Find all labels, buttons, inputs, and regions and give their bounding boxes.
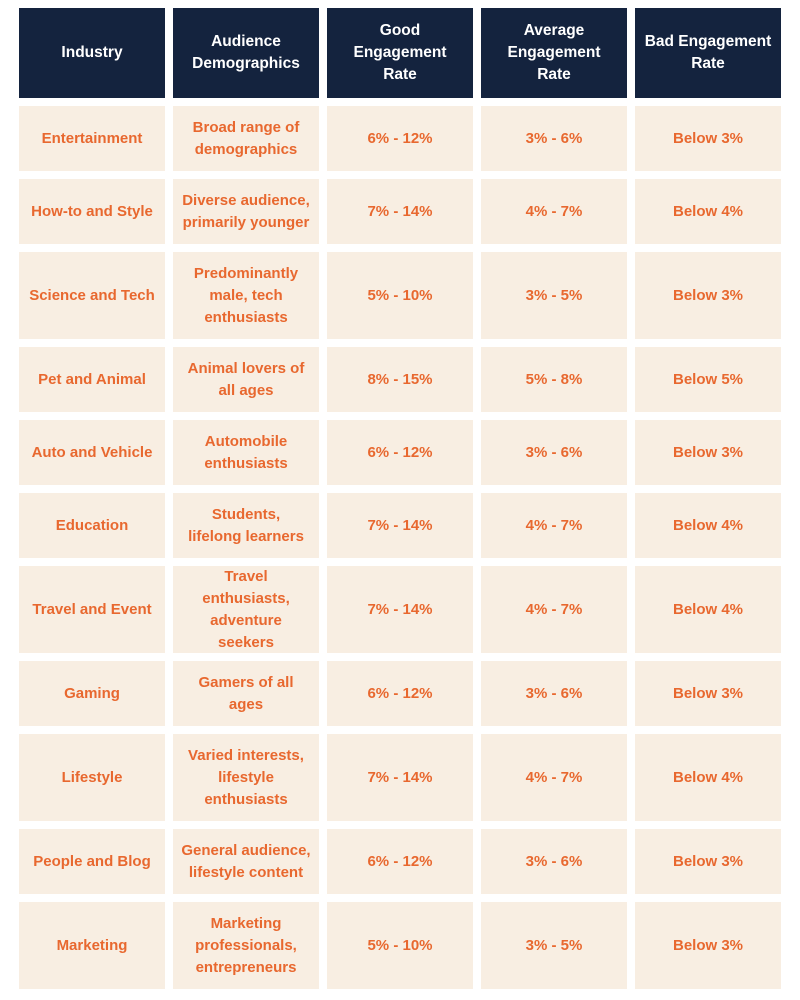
table-row (19, 566, 781, 653)
cell-industry: Pet and Animal (19, 347, 165, 412)
cell-audience: General audience, lifestyle content (173, 829, 319, 894)
cell-average-rate: 4% - 7% (481, 566, 627, 653)
cell-bad-rate: Below 3% (635, 661, 781, 726)
table-row (19, 734, 781, 821)
cell-average-rate: 3% - 6% (481, 661, 627, 726)
header-bad-engagement-rate: Bad Engagement Rate (635, 8, 781, 98)
cell-bad-rate: Below 3% (635, 106, 781, 171)
cell-audience: Diverse audience, primarily younger (173, 179, 319, 244)
cell-good-rate: 7% - 14% (327, 734, 473, 821)
cell-bad-rate: Below 3% (635, 902, 781, 989)
cell-good-rate: 7% - 14% (327, 493, 473, 558)
cell-average-rate: 4% - 7% (481, 734, 627, 821)
cell-good-rate: 5% - 10% (327, 902, 473, 989)
table-row (19, 420, 781, 485)
cell-good-rate: 5% - 10% (327, 252, 473, 339)
cell-industry: Lifestyle (19, 734, 165, 821)
cell-industry: Marketing (19, 902, 165, 989)
cell-average-rate: 3% - 5% (481, 902, 627, 989)
cell-bad-rate: Below 3% (635, 252, 781, 339)
cell-good-rate: 6% - 12% (327, 829, 473, 894)
cell-bad-rate: Below 4% (635, 179, 781, 244)
table-row (19, 106, 781, 171)
cell-audience: Students, lifelong learners (173, 493, 319, 558)
header-audience-demographics: Audience Demographics (173, 8, 319, 98)
table-row (19, 902, 781, 989)
table-row (19, 661, 781, 726)
cell-industry: Travel and Event (19, 566, 165, 653)
cell-audience: Travel enthusiasts, adventure seekers (173, 566, 319, 653)
cell-good-rate: 8% - 15% (327, 347, 473, 412)
cell-audience: Gamers of all ages (173, 661, 319, 726)
cell-average-rate: 3% - 6% (481, 829, 627, 894)
cell-average-rate: 4% - 7% (481, 493, 627, 558)
cell-average-rate: 3% - 6% (481, 420, 627, 485)
table-row (19, 493, 781, 558)
cell-average-rate: 5% - 8% (481, 347, 627, 412)
header-industry: Industry (19, 8, 165, 98)
cell-industry: Education (19, 493, 165, 558)
cell-bad-rate: Below 3% (635, 829, 781, 894)
cell-average-rate: 3% - 6% (481, 106, 627, 171)
cell-good-rate: 6% - 12% (327, 106, 473, 171)
cell-good-rate: 6% - 12% (327, 661, 473, 726)
cell-industry: Science and Tech (19, 252, 165, 339)
cell-industry: How-to and Style (19, 179, 165, 244)
engagement-table (19, 8, 781, 997)
cell-bad-rate: Below 4% (635, 566, 781, 653)
cell-audience: Varied interests, lifestyle enthusiasts (173, 734, 319, 821)
table-row (19, 829, 781, 894)
header-average-engagement-rate: Average Engagement Rate (481, 8, 627, 98)
cell-audience: Predominantly male, tech enthusiasts (173, 252, 319, 339)
cell-industry: Entertainment (19, 106, 165, 171)
header-row (19, 8, 781, 98)
cell-good-rate: 6% - 12% (327, 420, 473, 485)
cell-bad-rate: Below 4% (635, 734, 781, 821)
cell-audience: Marketing professionals, entrepreneurs (173, 902, 319, 989)
cell-bad-rate: Below 3% (635, 420, 781, 485)
cell-average-rate: 3% - 5% (481, 252, 627, 339)
cell-industry: People and Blog (19, 829, 165, 894)
cell-good-rate: 7% - 14% (327, 566, 473, 653)
cell-bad-rate: Below 4% (635, 493, 781, 558)
cell-bad-rate: Below 5% (635, 347, 781, 412)
cell-average-rate: 4% - 7% (481, 179, 627, 244)
cell-industry: Gaming (19, 661, 165, 726)
cell-audience: Automobile enthusiasts (173, 420, 319, 485)
cell-good-rate: 7% - 14% (327, 179, 473, 244)
table-row (19, 252, 781, 339)
cell-audience: Broad range of demographics (173, 106, 319, 171)
cell-audience: Animal lovers of all ages (173, 347, 319, 412)
cell-industry: Auto and Vehicle (19, 420, 165, 485)
table-row (19, 347, 781, 412)
table-row (19, 179, 781, 244)
header-good-engagement-rate: Good Engagement Rate (327, 8, 473, 98)
